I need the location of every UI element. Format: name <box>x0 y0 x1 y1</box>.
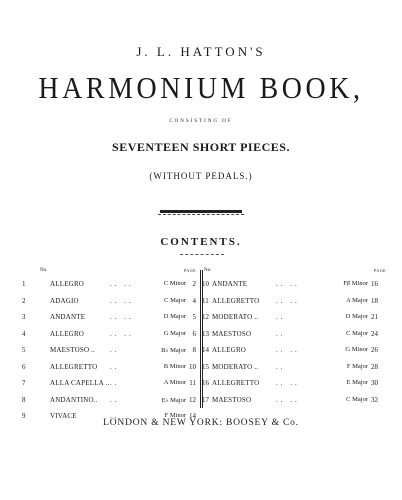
entry-name: MAESTOSO <box>212 395 252 404</box>
entry-page: 26 <box>371 346 378 354</box>
entry-dots: .. .. <box>110 329 134 338</box>
entry-dots: .. <box>110 346 120 354</box>
entry-dots: .. <box>276 362 286 371</box>
consisting-line: CONSISTING OF <box>169 119 233 124</box>
no-column-label-left: No. <box>40 268 48 273</box>
entry-name: ALLEGRETTO <box>212 379 260 387</box>
entry-number: 7 <box>22 379 26 387</box>
entry-dots: .. .. <box>276 379 300 387</box>
ornamental-rule-thin <box>158 214 244 216</box>
contents-column-right <box>202 278 390 410</box>
entry-number: 5 <box>22 346 26 354</box>
no-column-label-right: No. <box>204 268 212 273</box>
contents-row <box>202 377 390 394</box>
entry-number: 15 <box>202 362 209 371</box>
entry-key: C Major <box>346 329 368 337</box>
entry-name: MODERATO .. <box>212 313 259 321</box>
entry-number: 17 <box>202 395 209 404</box>
entry-number: 2 <box>22 296 26 305</box>
without-pedals-note: (WITHOUT PEDALS.) <box>149 171 253 181</box>
entry-number: 10 <box>202 280 209 288</box>
contents-row <box>202 394 390 411</box>
entry-key: A Minor <box>163 379 186 386</box>
entry-name: ALLEGRETTO <box>212 296 260 305</box>
entry-page: 11 <box>189 379 196 387</box>
entry-dots: .. .. <box>276 296 300 305</box>
entry-key: B♭ Major <box>161 347 186 354</box>
entry-number: 14 <box>202 346 209 354</box>
subtitle: SEVENTEEN SHORT PIECES. <box>112 140 290 154</box>
contents-row <box>22 344 204 361</box>
entry-key: E♭ Major <box>161 396 186 404</box>
entry-number: 9 <box>22 412 26 420</box>
entry-key: G Minor <box>345 346 368 353</box>
entry-page: 10 <box>189 362 196 371</box>
entry-key: D Major <box>163 313 186 320</box>
entry-page: 14 <box>189 412 196 420</box>
entry-name: ANDANTINO.. <box>50 395 98 404</box>
contents-row <box>22 295 204 312</box>
contents-row <box>22 377 204 394</box>
entry-key: A Major <box>346 296 368 304</box>
entry-key: F Minor <box>164 412 186 419</box>
entry-number: 1 <box>22 280 26 288</box>
contents-rule <box>180 254 224 256</box>
entry-name: VIVACE <box>50 412 77 420</box>
contents-row <box>22 361 204 378</box>
entry-key: B Minor <box>163 362 186 370</box>
entry-key: C Minor <box>163 280 186 287</box>
entry-name: ANDANTE <box>50 313 86 321</box>
entry-name: ANDANTE <box>212 280 248 288</box>
entry-key: E Major <box>346 379 368 386</box>
entry-key: C Major <box>346 395 368 403</box>
ornamental-rule <box>160 210 242 213</box>
entry-dots: .. <box>110 412 120 420</box>
contents-row <box>22 278 204 295</box>
publisher-line: LONDON & NEW YORK: BOOSEY & Co. <box>103 418 299 428</box>
entry-number: 4 <box>22 329 26 338</box>
entry-number: 16 <box>202 379 209 387</box>
entry-page: 21 <box>371 313 378 321</box>
book-title: HARMONIUM BOOK, <box>38 70 364 105</box>
entry-page: 4 <box>192 296 196 305</box>
entry-dots: .. <box>110 362 120 371</box>
page-column-label-right: PAGE <box>374 268 387 273</box>
entry-dots: .. .. <box>276 395 300 404</box>
entry-page: 32 <box>371 395 378 404</box>
entry-number: 8 <box>22 395 26 404</box>
entry-dots: .. .. <box>276 346 300 354</box>
entry-dots: .. <box>276 313 286 321</box>
entry-dots: .. .. <box>110 296 134 305</box>
entry-key: C Major <box>164 296 186 304</box>
entry-number: 6 <box>22 362 26 371</box>
entry-name: ALLEGRETTO <box>50 362 98 371</box>
entry-number: 11 <box>202 296 209 305</box>
contents-row <box>202 278 390 295</box>
entry-dots: .. .. <box>110 313 134 321</box>
entry-name: MODERATO .. <box>212 362 259 371</box>
entry-page: 18 <box>371 296 378 305</box>
entry-key: F Major <box>346 362 368 370</box>
contents-row <box>22 311 204 328</box>
entry-name: ALLEGRO <box>212 346 247 354</box>
entry-number: 12 <box>202 313 209 321</box>
entry-page: 8 <box>192 346 196 354</box>
entry-dots: .. <box>110 395 120 404</box>
entry-page: 5 <box>192 313 196 321</box>
entry-page: 16 <box>371 280 378 288</box>
contents-heading: CONTENTS. <box>160 236 242 248</box>
contents-row <box>22 394 204 411</box>
entry-key: D Major <box>345 313 368 320</box>
author-line: J. L. HATTON'S <box>136 44 266 59</box>
entry-dots: .. .. <box>276 280 300 288</box>
entry-page: 6 <box>192 329 196 338</box>
entry-page: 28 <box>371 362 378 371</box>
entry-key: G Major <box>163 329 186 337</box>
entry-name: ALLEGRO <box>50 280 85 288</box>
contents-column-left <box>22 278 204 427</box>
contents-row <box>202 344 390 361</box>
entry-key: F♯ Minor <box>343 280 368 287</box>
entry-name: ALLA CAPELLA .. <box>50 379 110 387</box>
contents-row <box>202 361 390 378</box>
entry-number: 13 <box>202 329 209 338</box>
entry-name: ADAGIO <box>50 296 79 305</box>
contents-row <box>22 328 204 345</box>
entry-number: 3 <box>22 313 26 321</box>
entry-name: MAESTOSO <box>212 329 252 338</box>
entry-page: 30 <box>371 379 378 387</box>
entry-page: 24 <box>371 329 378 338</box>
contents-row <box>202 295 390 312</box>
entry-name: ALLEGRO <box>50 329 85 338</box>
entry-page: 12 <box>189 395 196 404</box>
entry-dots: .. .. <box>110 280 134 288</box>
entry-name: MAESTOSO .. <box>50 346 96 354</box>
entry-page: 2 <box>192 280 196 288</box>
page-column-label-left: PAGE. <box>184 268 198 273</box>
entry-dots: .. <box>276 329 286 338</box>
contents-row <box>202 328 390 345</box>
contents-row <box>202 311 390 328</box>
entry-dots: .. <box>110 379 120 387</box>
